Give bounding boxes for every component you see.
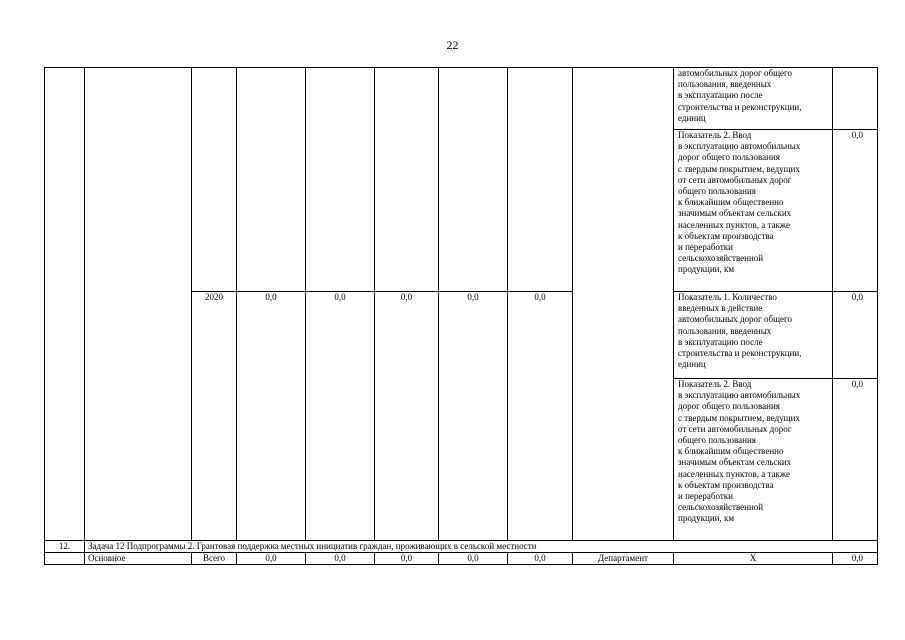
year-cell: 2020 <box>192 292 237 541</box>
executor-cell: Департамент <box>573 553 674 565</box>
indicator-cell: Показатель 2. Ввод в эксплуатацию автомобильных дорог общего пользования с твердым покрытием, ведущих от сети автомобильных дорог общего пользования к ближайшим общественно значимым объектам сельских населенных пунктов, а также к объектам производства и переработки сельскохозяйственной продукции, км <box>674 130 833 292</box>
program-table <box>44 67 878 565</box>
indicator-cell: Х <box>674 553 833 565</box>
value-cell: 0,0 <box>237 553 306 565</box>
value-cell <box>306 68 375 292</box>
value-cell <box>237 68 306 292</box>
page-number: 22 <box>446 38 459 52</box>
row-number-cell <box>45 553 85 565</box>
indicator-value-cell: 0,0 <box>833 130 878 292</box>
year-cell: Всего <box>192 553 237 565</box>
value-cell: 0,0 <box>508 553 573 565</box>
table-row <box>45 541 878 553</box>
executor-cell <box>573 68 674 541</box>
indicator-value-cell: 0,0 <box>833 379 878 541</box>
indicator-value-cell: 0,0 <box>833 553 878 565</box>
task-title-cell: Задача 12 Подпрограммы 2. Грантовая поддержка местных инициатив граждан, проживающих в сельской местности <box>85 541 878 553</box>
value-cell <box>439 68 508 292</box>
task-number-cell: 12. <box>45 541 85 553</box>
row-number-cell <box>45 68 85 541</box>
table-row <box>45 553 878 565</box>
indicator-cell: Показатель 2. Ввод в эксплуатацию автомобильных дорог общего пользования с твердым покрытием, ведущих от сети автомобильных дорог общего пользования к ближайшим общественно значимым объектам сельских населенных пунктов, а также к объектам производства и переработки сельскохозяйственной продукции, км <box>674 379 833 541</box>
indicator-cell: автомобильных дорог общего пользования, введенных в эксплуатацию после строительства и реконструкции, единиц <box>674 68 833 130</box>
value-cell: 0,0 <box>306 292 375 541</box>
value-cell: 0,0 <box>375 553 439 565</box>
value-cell: 0,0 <box>439 553 508 565</box>
event-name-cell: Основное <box>85 553 192 565</box>
table-row <box>45 68 878 130</box>
indicator-value-cell: 0,0 <box>833 292 878 379</box>
event-name-cell <box>85 68 192 541</box>
value-cell: 0,0 <box>306 553 375 565</box>
indicator-cell: Показатель 1. Количество введенных в действие автомобильных дорог общего пользования, введенных в эксплуатацию после строительства и реконструкции, единиц <box>674 292 833 379</box>
value-cell: 0,0 <box>508 292 573 541</box>
value-cell: 0,0 <box>439 292 508 541</box>
value-cell: 0,0 <box>375 292 439 541</box>
value-cell <box>375 68 439 292</box>
year-cell <box>192 68 237 292</box>
indicator-value-cell <box>833 68 878 130</box>
value-cell <box>508 68 573 292</box>
value-cell: 0,0 <box>237 292 306 541</box>
